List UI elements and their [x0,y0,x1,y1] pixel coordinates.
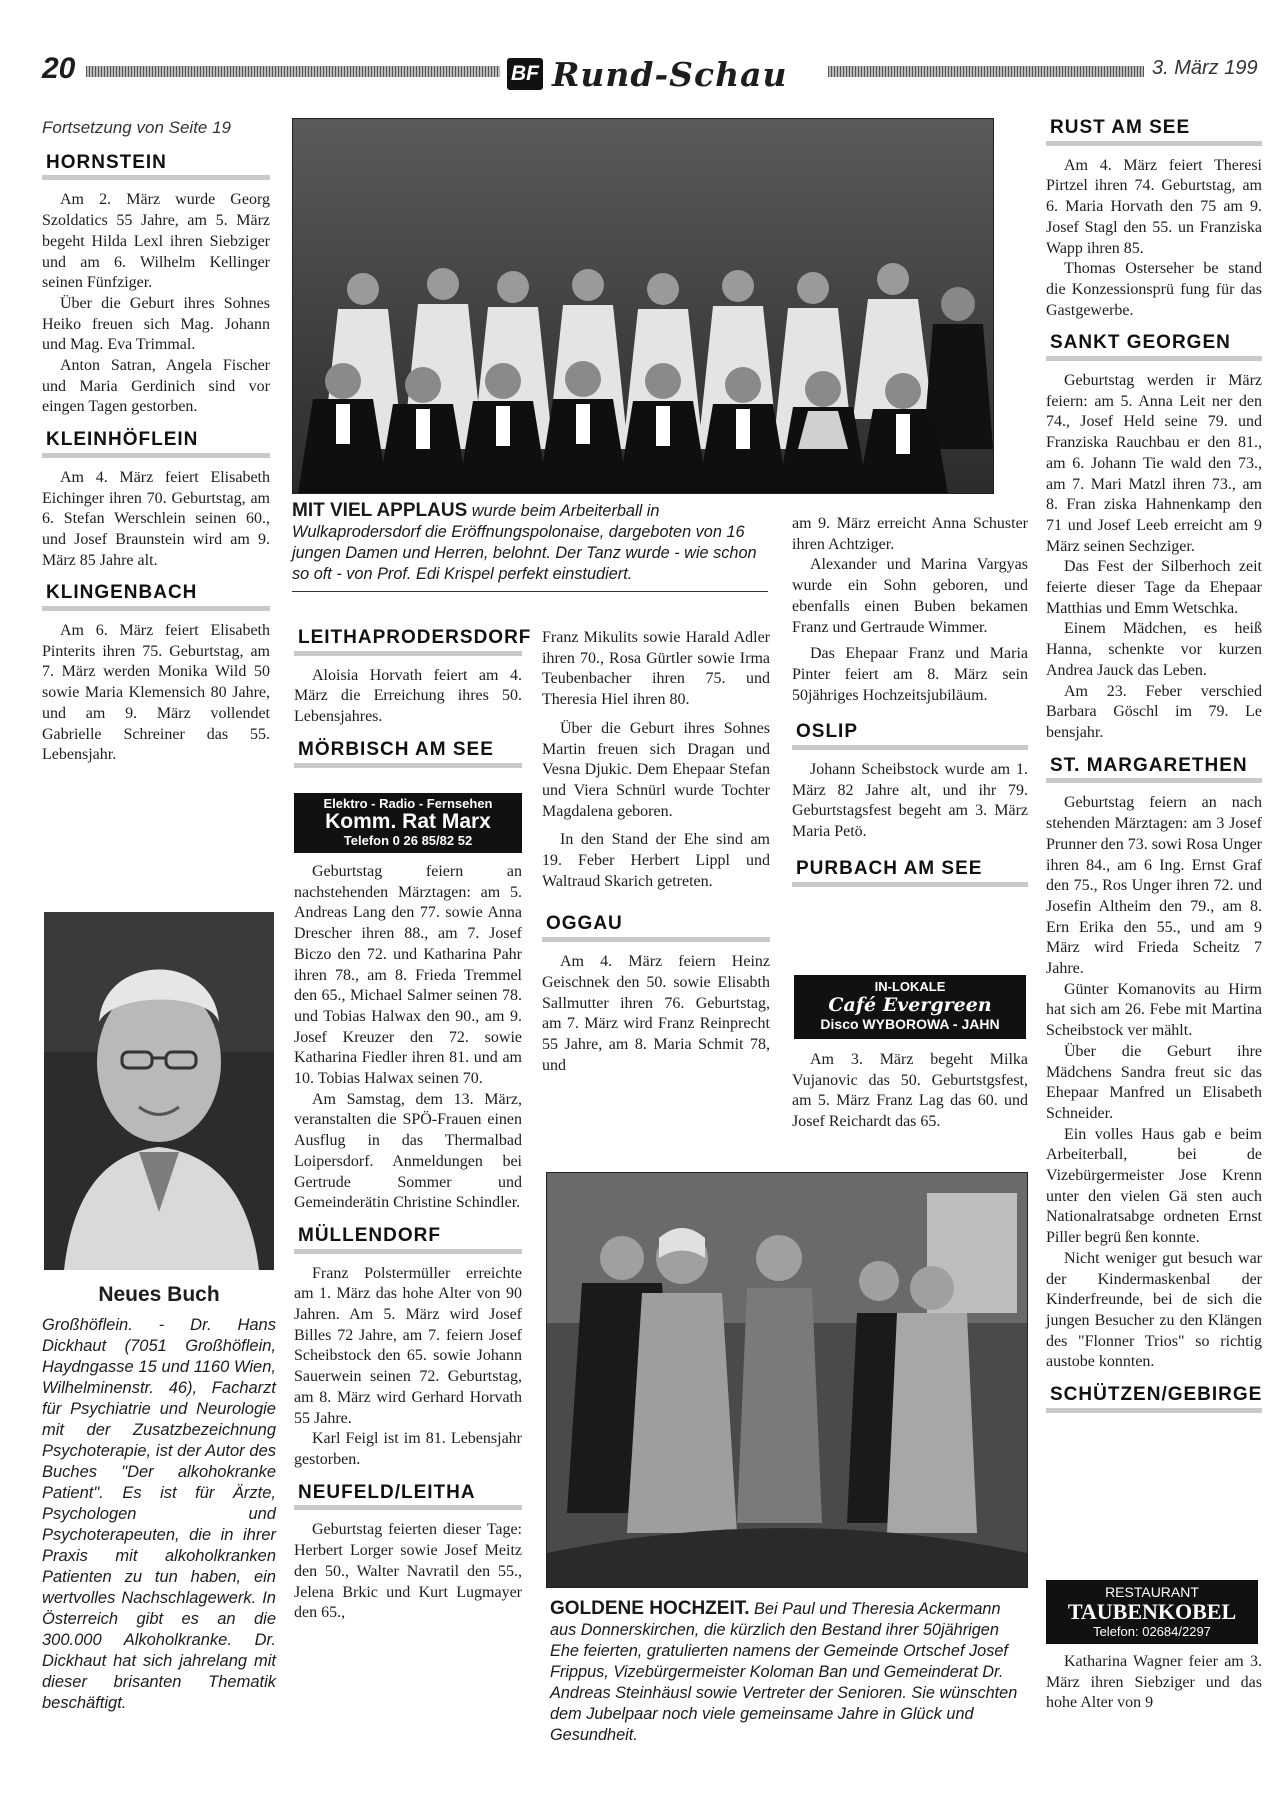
book-text: Großhöflein. - Dr. Hans Dickhaut (7051 Großhöflein, Haydngasse 15 und 1160 Wien, Wilhelminenstr. 46), Facharzt für Psychiatrie und Neurologie mit der Zusatzbezeichnung Psychoterapie, ist der Autor des Buches "Der alkohokranke Patient". Es ist für Ärzte, Psychologen und Psychoterapeuten, die in ihrer Praxis mit alkoholkranken Patienten zu tun haben, ein wertvolles Nachschlagewerk. In Österreich gibt es an die 300.000 Alkoholkranke. Dr. Dickhaut hat sich jahrelang mit dieser brisanten Thematik beschäftigt. [42,1316,276,1712]
photo-ball-group [292,118,994,494]
paragraph: Am 4. März feiert Theresi Pirtzel ihren 74. Geburtstag, am 6. Maria Horvath den 75 am 9. Josef Stagl den 55. un Franziska Wapp ihren 85. [1046,156,1262,257]
ad-taubenkobel [1046,1580,1258,1644]
paragraph: Über die Geburt ihres Sohnes Heiko freuen sich Mag. Johann und Mag. Eva Trimmal. [42,294,270,354]
caption-lead: MIT VIEL APPLAUS [292,500,468,521]
ad-cafe-evergreen [794,975,1026,1039]
section-title-oslip: OSLIP [792,722,1028,750]
section-title-oggau: OGGAU [542,914,770,942]
header-rule-right [828,66,1144,77]
bottom-photo-caption [550,1598,1026,1746]
column-3 [542,628,770,1076]
continuation-note: Fortsetzung von Seite 19 [42,118,232,137]
section-title-leithaprodersdorf: LEITHAPRODERSDORF [294,628,522,656]
section-title-sankt-georgen: SANKT GEORGEN [1046,333,1262,361]
paragraph: In den Stand der Ehe sind am 19. Feber Herbert Lippl und Waltraud Skarich getreten. [542,831,770,890]
section-title-moerbisch: MÖRBISCH AM SEE [294,740,522,768]
paragraph: Geburtstag werden ir März feiern: am 5. Anna Leit ner den 74., Josef Held seine 79. und Franziska Rauchbau er den 81., am 6. Johann Tie wald den 73., am 7. Mari Matzl ihren 73., am 8. Fran ziska Hahnenkamp den 71 und Josef Leeb erreicht am 9 März seinen Sechziger. [1046,372,1262,555]
column-4 [792,514,1028,897]
paragraph: Franz Polstermüller erreichte am 1. März das hohe Alter von 90 Jahren. Am 5. März wird Josef Billes 72 Jahre, am 7. feiern Josef Scheibstock den 65. sowie Johann Sauerwein seinen 72. Geburtstag, am 8. März wird Gerhard Horvath 55 Jahre. [294,1264,522,1427]
section-title-st-margarethen: ST. MARGARETHEN [1046,756,1262,784]
ad-line: Telefon 0 26 85/82 52 [343,833,473,848]
paragraph: Das Fest der Silberhoch zeit feierte dieser Tage da Ehepaar Matthias und Emm Wetschka. [1046,558,1262,617]
book-article [42,1283,276,1714]
section-title-rust: RUST AM SEE [1046,118,1262,146]
paragraph: Nicht weniger gut besuch war der Kindermaskenbal der Kinderfreunde, bei de sich die jungen Besucher zu den Klängen des "Flonner Trios" so richtig austobe konnten. [1046,1249,1262,1371]
right-column [1046,118,1262,1423]
ad-line: TAUBENKOBEL [1067,1599,1237,1624]
issue-date: 3. März 199 [1152,57,1258,79]
ad-line: RESTAURANT [1105,1584,1199,1600]
ad-line: Telefon: 02684/2297 [1093,1624,1211,1639]
left-column [42,118,270,766]
right-column-end [1046,1652,1262,1714]
column-2 [294,627,532,778]
top-photo-caption [292,500,768,592]
column-4-continued [792,1050,1028,1133]
section-title-schuetzen: SCHÜTZEN/GEBIRGE [1046,1385,1262,1413]
ad-line: Komm. Rat Marx [325,810,491,833]
caption-text: wurde beim Arbeiterball in Wulkaprodersdorf die Eröffnungspolonaise, dargeboten von 16 jungen Damen und Herren, belohnt. Der Tanz wurde - wie schon so oft - von Prof. Edi Krispel perfekt einstudiert. [292,502,757,583]
paragraph: Über die Geburt ihres Sohnes Martin freuen sich Dragan und Vesna Djukic. Dem Ehepaar Stefan und Viera Schnürl wurde Tochter Magdalena geboren. [542,719,770,820]
paragraph: am 9. März erreicht Anna Schuster ihren Achtziger. [792,515,1028,553]
paragraph: Am 23. Feber verschied Barbara Göschl im 79. Le bensjahr. [1046,682,1262,741]
publication-logo: BF [507,58,543,90]
paragraph: Am 4. März feiert Elisabeth Eichinger ihren 70. Geburtstag, am 6. Stefan Werschlein seinen 60., und Josef Braunstein wird am 9. März 85 Jahre alt. [42,468,270,569]
ad-line: Disco WYBOROWA - JAHN [820,1016,1000,1032]
page-number: 20 [42,52,76,85]
caption-text: Bei Paul und Theresia Ackermann aus Donnerskirchen, die kürzlich den Bestand ihrer 50jährigen Ehe feierten, gratulierten namens der Gemeinde Ortschef Josef Frippus, Vizebürgermeister Koloman Ban und Gemeinderat Dr. Andreas Steinhäusl sowie Vertreter der Senioren. Sie wünschten dem Jubelpaar noch viele gemeinsame Jahre in Glück und Gesundheit. [550,1600,1018,1744]
paragraph: Günter Komanovits au Hirm hat sich am 26. Febe mit Martina Scheibstock ver mählt. [1046,980,1262,1040]
paragraph: Geburtstag feiern an nachstehenden Märztagen: am 5. Andreas Lang den 77. sowie Anna Drescher ihren 88., am 7. Josef Biczo den 72. und Katharina Pahr ihren 78., am 8. Frieda Tremmel den 65., Michael Salmer seinen 78. und Tobias Halwax den 90., am 9. Josef Kreuzer den 72. sowie Katharina Fiedler ihren 81. und am 10. Tobias Halwax seinen 70. [294,863,522,1088]
portrait-illustration [44,912,274,1270]
paragraph: Franz Mikulits sowie Harald Adler ihren 70., Rosa Gürtler sowie Irma Teubenbacher ihren 75. und Theresia Hiel ihren 80. [542,629,770,709]
section-title-hornstein: HORNSTEIN [42,153,270,181]
section-title-kleinhoeflein: KLEINHÖFLEIN [42,430,270,458]
section-title-neufeld: NEUFELD/LEITHA [294,1483,522,1511]
paragraph: Am 2. März wurde Georg Szoldatics 55 Jahre, am 5. März begeht Hilda Lexl ihren Siebziger und am 6. Wilhelm Kellinger seinen Fünfziger. [42,191,270,292]
caption-lead: GOLDENE HOCHZEIT. [550,1598,750,1619]
paragraph: Am 4. März feiern Heinz Geischnek den 50. sowie Elisabth Sallmutter ihren 76. Geburtstag, am 7. März wird Franz Reinprecht 55 Jahre, am 8. Maria Schmit 78, und [542,953,770,1074]
paragraph: Am 3. März begeht Milka Vujanovic das 50. Geburtstgsfest, am 5. März Franz Lag das 60. und Josef Reichardt das 65. [792,1051,1028,1131]
paragraph: Geburtstag feiern an nach stehenden Märztagen: am 3 Josef Prunner den 73. sowi Rosa Unger ihren 84., am 6 Ing. Ernst Graf den 75., Ros Unger ihren 72. und Josefin Altheim den 79., am 8. Ern Erika den 55., und am 9 März wird Frieda Scheitz 7 Jahre. [1046,794,1262,978]
paragraph: Aloisia Horvath feiert am 4. März die Erreichung ihres 50. Lebensjahres. [294,666,522,726]
section-title-klingenbach: KLINGENBACH [42,583,270,611]
section-title-muellendorf: MÜLLENDORF [294,1226,522,1254]
ball-group-illustration [293,119,993,493]
paragraph: Karl Feigl ist im 81. Lebensjahr gestorben. [294,1430,522,1468]
paragraph: Alexander und Marina Vargyas wurde ein Sohn geboren, und ebenfalls einen Buben bekamen Franz und Gertraude Wimmer. [792,556,1028,636]
ad-komm-rat-marx [294,793,522,853]
paragraph: Geburtstag feierten dieser Tage: Herbert Lorger sowie Josef Meitz den 50., Walter Navratil den 55., Jelena Brkic und Kurt Lugmayer den 65., [294,1521,522,1622]
paragraph: Einem Mädchen, es heiß Hanna, schenkte vor kurzen Andrea Jauck das Leben. [1046,620,1262,679]
ad-line: Elektro - Radio - Fernsehen [323,796,493,811]
paragraph: Das Ehepaar Franz und Maria Pinter feiert am 8. März sein 50jähriges Hochzeitsjubiläum. [792,645,1028,704]
golden-wedding-illustration [547,1173,1027,1587]
column-2-continued [294,862,522,1624]
section-title-purbach: PURBACH AM SEE [792,859,1028,887]
paragraph: Über die Geburt ihre Mädchens Sandra freut sic das Ehepaar Manfred un Elisabeth Schneider. [1046,1042,1262,1122]
photo-portrait-dickhaut [44,912,274,1270]
book-title: Neues Buch [98,1283,220,1306]
ad-line: Café Evergreen [828,994,992,1016]
paragraph: Thomas Osterseher be stand die Konzessionsprü fung für das Gastgewerbe. [1046,260,1262,319]
paragraph: Am 6. März feiert Elisabeth Pinterits ihren 75. Geburtstag, am 7. März werden Monika Wild 50 sowie Maria Klemensich 80 Jahre, und am 9. März vollendet Gabrielle Schreiner das 55. Lebensjahr. [42,622,270,764]
header-rule-left [86,66,500,77]
paragraph: Katharina Wagner feier am 3. März ihren Siebziger und das hohe Alter von 9 [1046,1653,1262,1712]
photo-golden-wedding [546,1172,1028,1588]
paragraph: Anton Satran, Angela Fischer und Maria Gerdinich sind vor eingen Tagen gestorben. [42,357,270,416]
ad-line: IN-LOKALE [874,979,946,994]
publication-title: Rund-Schau [552,55,788,94]
paragraph: Johann Scheibstock wurde am 1. März 82 Jahre alt, und ihr 79. Geburtstagsfest begeht am 3. März Maria Petö. [792,761,1028,841]
paragraph: Ein volles Haus gab e beim Arbeiterball, bei de Vizebürgermeister Jose Krenn unter den vielen Gä sten auch Nationalratsabge ordneten Ernst Piller begrü ßen konnte. [1046,1125,1262,1247]
paragraph: Am Samstag, dem 13. März, veranstalten die SPÖ-Frauen einen Ausflug in das Thermalbad Loipersdorf. Anmeldungen bei Gertrude Sommer und Gemeinderätin Christine Schindler. [294,1090,522,1212]
